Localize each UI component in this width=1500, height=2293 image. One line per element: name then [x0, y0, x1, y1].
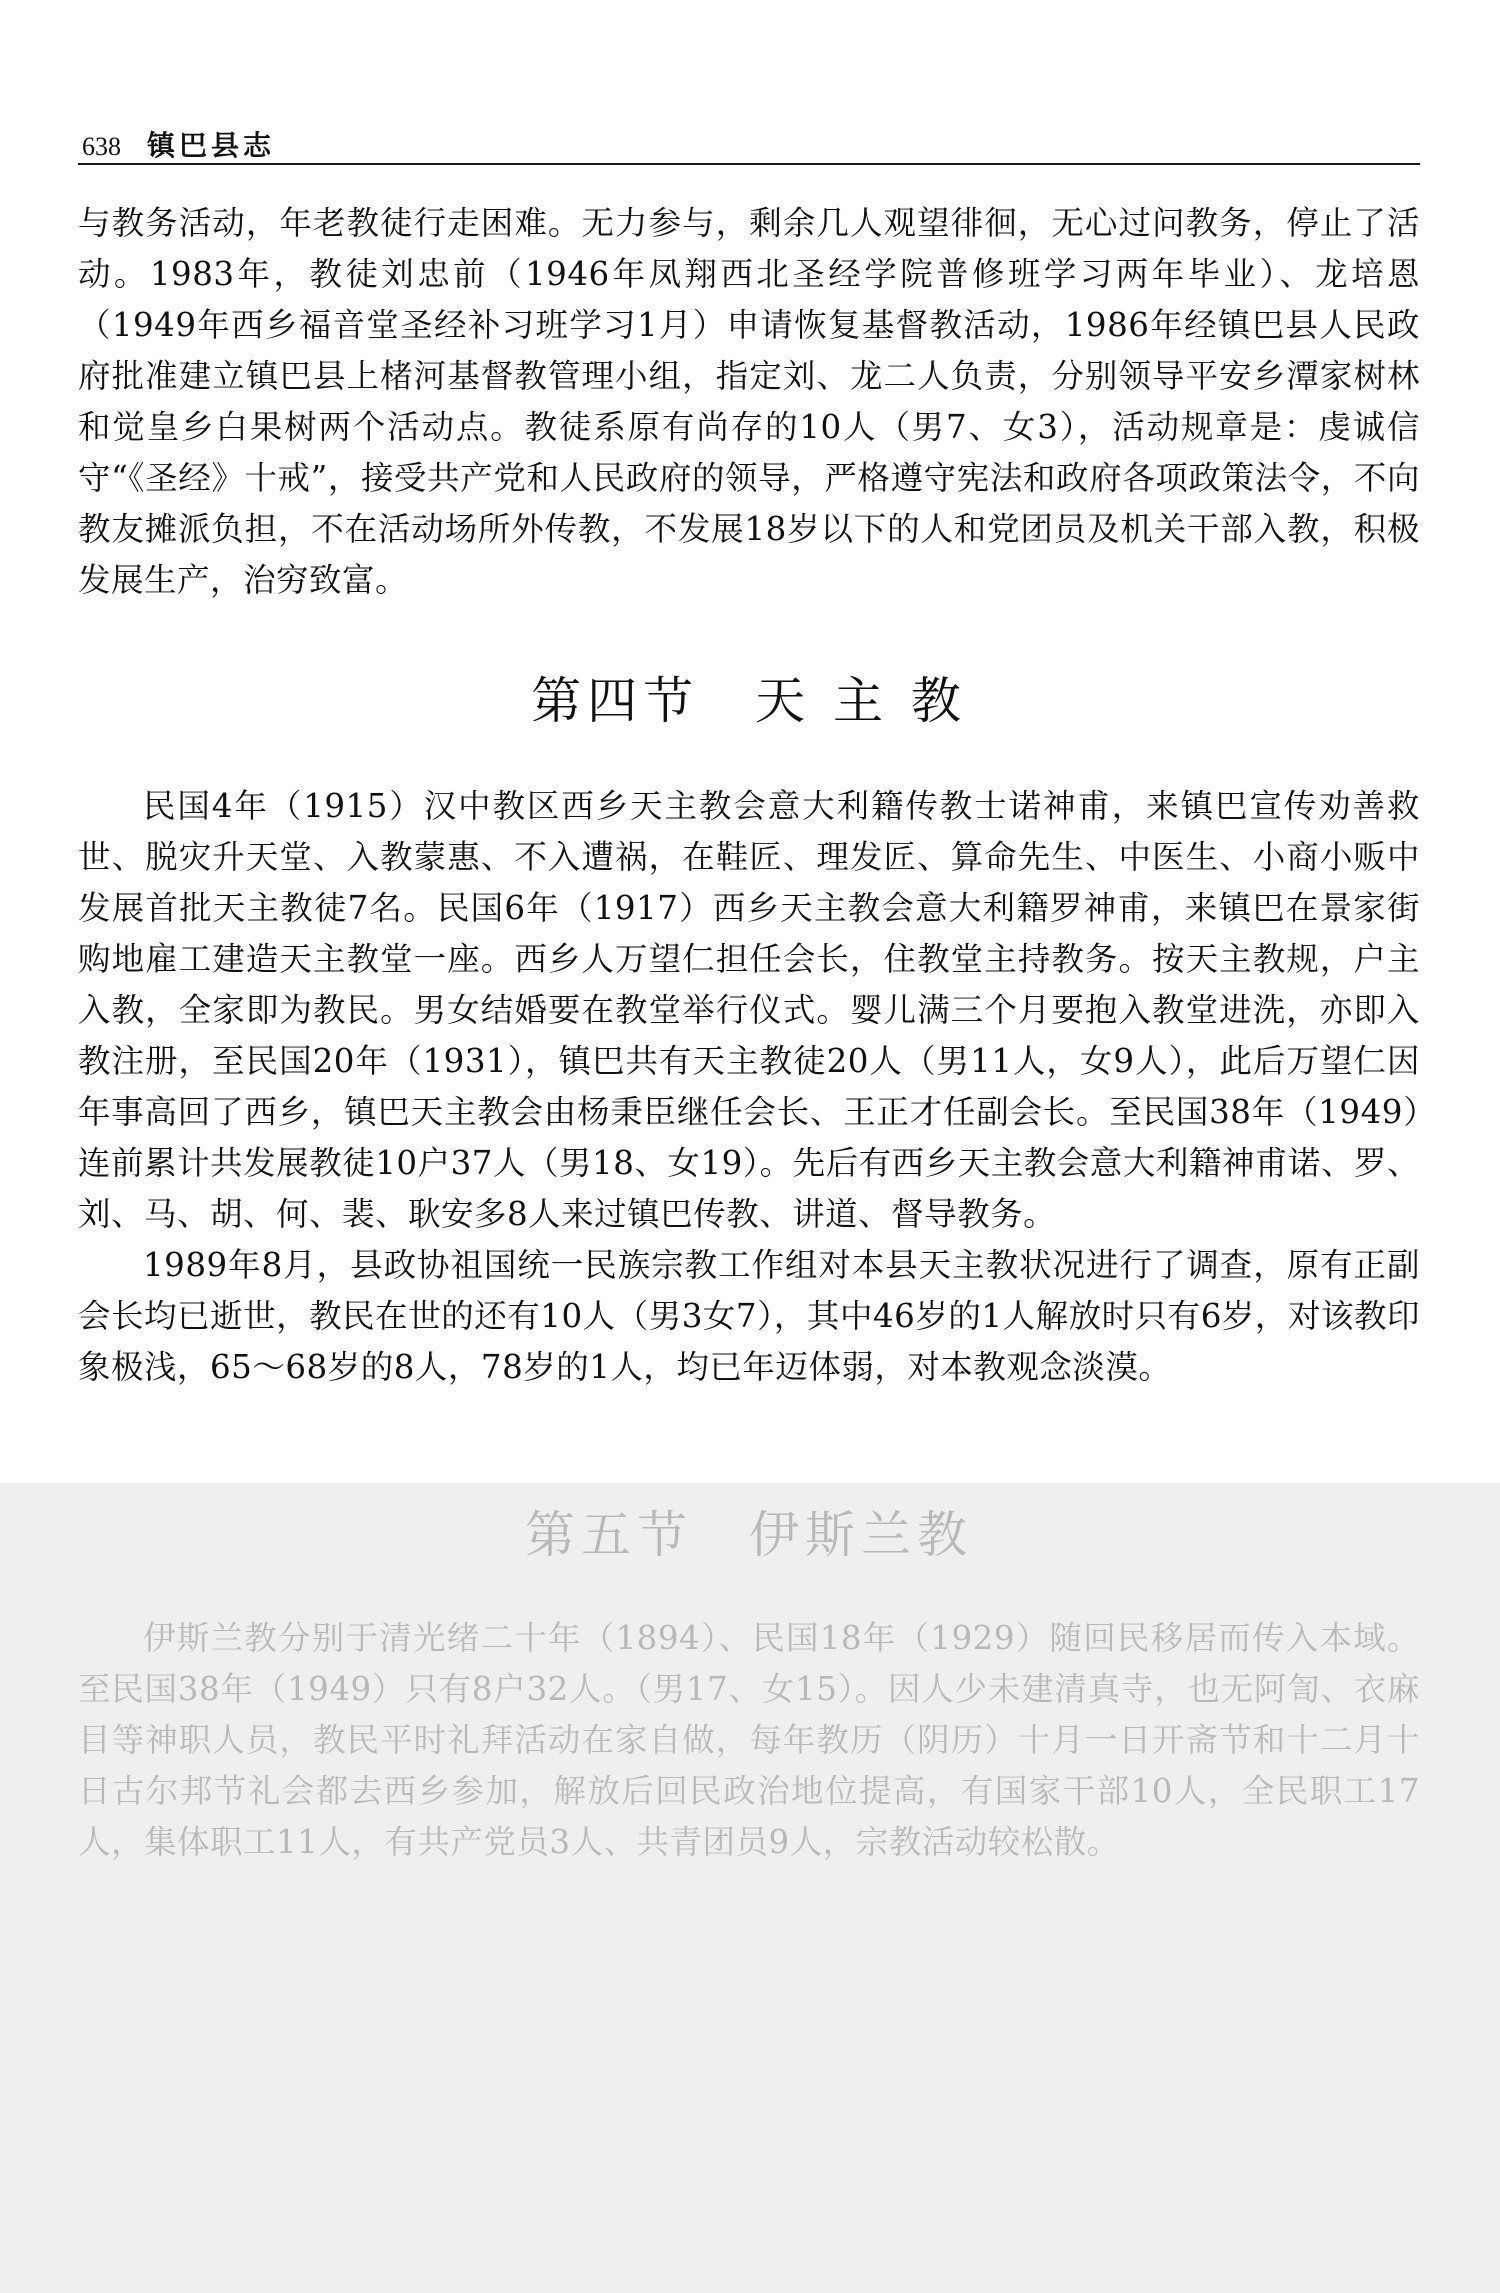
section-5-heading: 第五节 伊斯兰教: [525, 1506, 973, 1564]
section-4-heading: 第四节 天 主 教: [531, 672, 967, 730]
running-header: [82, 112, 1418, 160]
section-5-body: [78, 1613, 1420, 1868]
continued-text-block: [78, 198, 1420, 606]
header-rule: [78, 163, 1420, 165]
section-4-body: [78, 781, 1420, 1393]
section-4-paragraph-1: 民国4年（1915）汉中教区西乡天主教会意大利籍传教士诺神甫，来镇巴宣传劝善救世、脱灾升天堂、入教蒙惠、不入遭祸，在鞋匠、理发匠、算命先生、中医生、小商小贩中发展首批天主教徒7名。民国6年（1917）西乡天主教会意大利籍罗神甫，来镇巴在景家街购地雇工建造天主教堂一座。西乡人万望仁担任会长，住教堂主持教务。按天主教规，户主入教，全家即为教民。男女结婚要在教堂举行仪式。婴儿满三个月要抱入教堂进洗，亦即入教注册，至民国20年（1931），镇巴共有天主教徒20人（男11人，女9人），此后万望仁因年事高回了西乡，镇巴天主教会由杨秉臣继任会长、王正才任副会长。至民国38年（1949）连前累计共发展教徒10户37人（男18、女19）。先后有西乡天主教会意大利籍神甫诺、罗、刘、马、胡、何、裴、耿安多8人来过镇巴传教、讲道、督导教务。: [78, 787, 1420, 1233]
book-title: 镇巴县志: [147, 129, 276, 162]
section-5-paragraph-1: 伊斯兰教分别于清光绪二十年（1894）、民国18年（1929）随回民移居而传入本域。至民国38年（1949）只有8户32人。（男17、女15）。因人少未建清真寺，也无阿訇、衣麻目等神职人员，教民平时礼拜活动在家自做，每年教历（阴历）十月一日开斋节和十二月十日古尔邦节礼会都去西乡参加，解放后回民政治地位提高，有国家干部10人，全民职工17人，集体职工11人，有共产党员3人、共青团员9人，宗教活动较松散。: [78, 1619, 1420, 1861]
faded-lower-region: [0, 1483, 1500, 2293]
section-4-paragraph-2: 1989年8月，县政协祖国统一民族宗教工作组对本县天主教状况进行了调查，原有正副会长均已逝世，教民在世的还有10人（男3女7），其中46岁的1人解放时只有6岁，对该教印象极浅，65～68岁的8人，78岁的1人，均已年迈体弱，对本教观念淡漠。: [78, 1246, 1420, 1386]
continued-paragraph: 与教务活动，年老教徒行走困难。无力参与，剩余几人观望徘徊，无心过问教务，停止了活动。1983年，教徒刘忠前（1946年凤翔西北圣经学院普修班学习两年毕业）、龙培恩（1949年西乡福音堂圣经补习班学习1月）申请恢复基督教活动，1986年经镇巴县人民政府批准建立镇巴县上楮河基督教管理小组，指定刘、龙二人负责，分别领导平安乡潭家树林和觉皇乡白果树两个活动点。教徒系原有尚存的10人（男7、女3），活动规章是：虔诚信守“《圣经》十戒”，接受共产党和人民政府的领导，严格遵守宪法和政府各项政策法令，不向教友摊派负担，不在活动场所外传教，不发展18岁以下的人和党团员及机关干部入教，积极发展生产，治穷致富。: [78, 204, 1420, 599]
page-number: 638: [82, 132, 121, 161]
